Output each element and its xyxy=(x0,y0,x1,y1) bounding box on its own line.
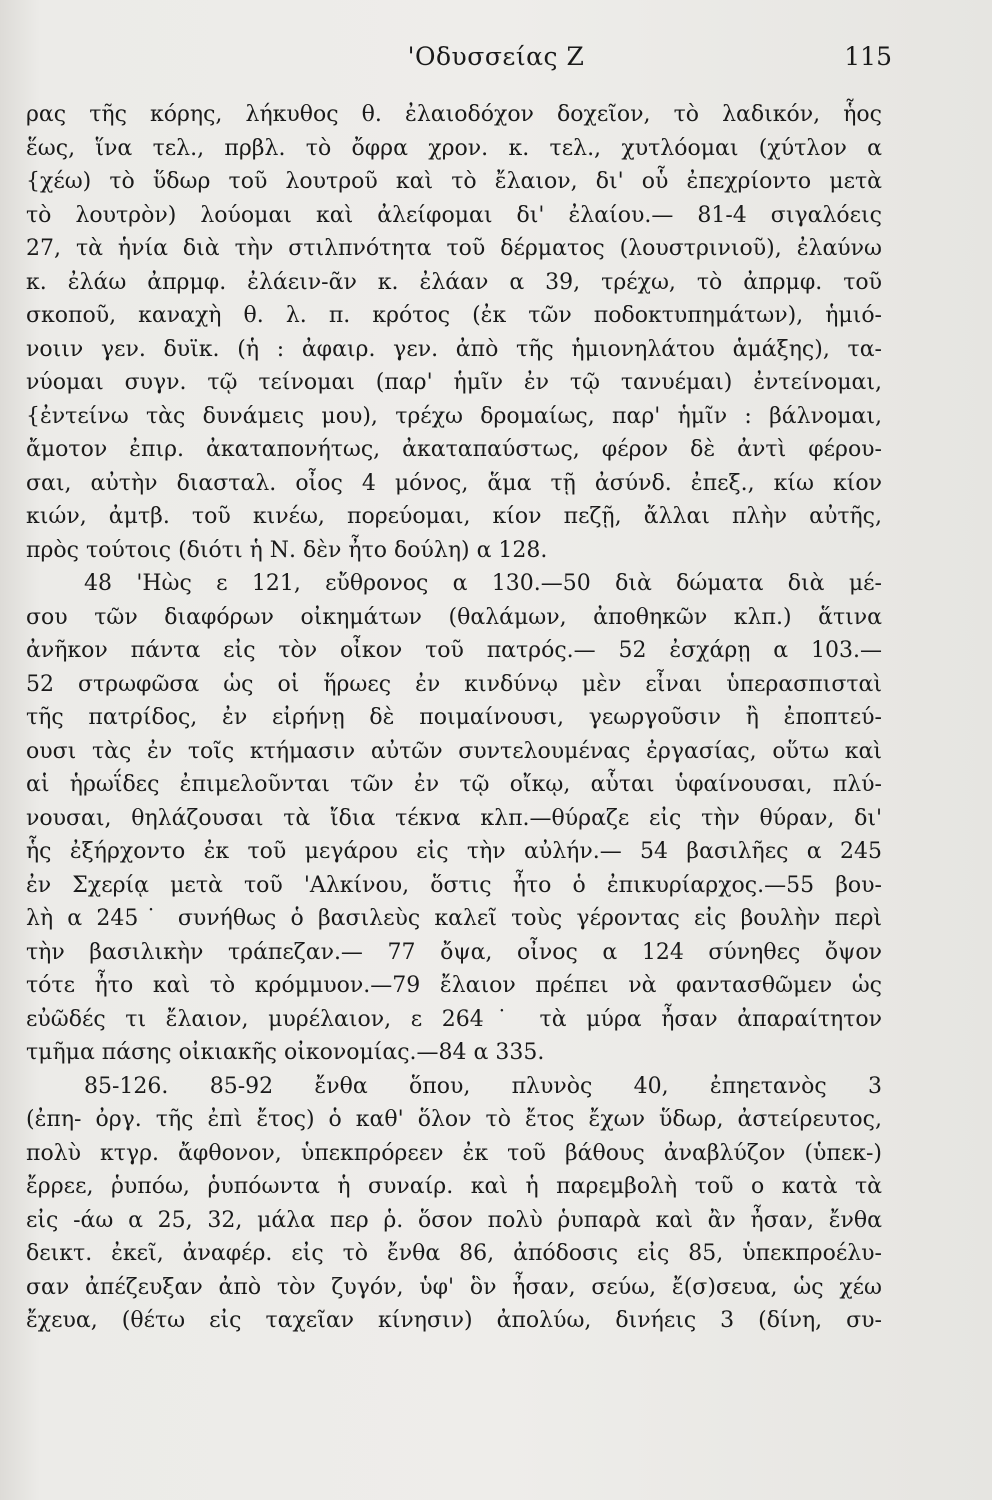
running-header-title: 'Οδυσσείας Ζ xyxy=(407,42,585,71)
text-line: τμῆμα πάσης οἰκιακῆς οἰκονομίας.—84 α 335. xyxy=(26,1040,545,1065)
text-line: σου τῶν διαφόρων οἰκημάτων (θαλάμων, ἀποθηκῶν κλπ.) ἅτινα xyxy=(26,604,882,630)
text-line: (ἐπη- ὀργ. τῆς ἐπὶ ἔτος) ὁ καθ' ὅλον τὸ ἔτος ἔχων ὕδωρ, ἀστείρευτος, xyxy=(26,1107,882,1132)
text-line: ἐν Σχερίᾳ μετὰ τοῦ 'Αλκίνου, ὅστις ἦτο ὁ ἐπικυρίαρχος.—55 βου- xyxy=(26,872,882,898)
text-line: 27, τὰ ἡνία διὰ τὴν στιλπνότητα τοῦ δέρματος (λουστρινιοῦ), ἐλαύνω xyxy=(26,236,882,261)
text-line: τὸ λουτρὸν) λούομαι καὶ ἀλείφομαι δι' ἐλαίου.— 81-4 σιγαλόεις xyxy=(26,202,882,228)
text-line: 48 'Ηὼς ε 121, εὔθρονος α 130.—50 διὰ δώματα διὰ μέ- xyxy=(84,571,882,596)
text-line: τότε ἦτο καὶ τὸ κρόμμυον.—79 ἔλαιον πρέπει νὰ φαντασθῶμεν ὡς xyxy=(26,973,882,998)
text-line: δεικτ. ἐκεῖ, ἀναφέρ. εἰς τὸ ἔνθα 86, ἀπόδοσις εἰς 85, ὑπεκπροέλυ- xyxy=(26,1241,882,1266)
text-line: ἧς ἐξήρχοντο ἐκ τοῦ μεγάρου εἰς τὴν αὐλήν.— 54 βασιλῆες α 245 xyxy=(26,839,882,864)
text-line: νοιιν γεν. δυϊκ. (ἡ : ἀφαιρ. γεν. ἀπὸ τῆς ἡμιονηλάτου ἁμάξης), τα- xyxy=(26,336,882,362)
body-text xyxy=(26,98,882,1338)
text-line: 85-126. 85-92 ἔνθα ὅπου, πλυνὸς 40, ἐπηετανὸς 3 xyxy=(84,1073,882,1099)
text-line: νουσαι, θηλάζουσαι τὰ ἴδια τέκνα κλπ.—θύραζε εἰς τὴν θύραν, δι' xyxy=(26,805,882,831)
text-line: κ. ἐλάω ἀπρμφ. ἐλάειν-ᾶν κ. ἐλάαν α 39, τρέχω, τὸ ἀπρμφ. τοῦ xyxy=(26,269,882,295)
text-line: τῆς πατρίδος, ἐν εἰρήνῃ δὲ ποιμαίνουσι, γεωργοῦσιν ἢ ἐποπτεύ- xyxy=(26,705,882,730)
text-line: ἔχευα, (θέτω εἰς ταχεῖαν κίνησιν) ἀπολύω, δινήεις 3 (δίνη, συ- xyxy=(26,1308,882,1333)
text-line: ἀνῆκον πάντα εἰς τὸν οἶκον τοῦ πατρός.— 52 ἐσχάρῃ α 103.— xyxy=(26,638,882,663)
text-line: εἰς -άω α 25, 32, μάλα περ ῥ. ὅσον πολὺ ῥυπαρὰ καὶ ἂν ἦσαν, ἔνθα xyxy=(26,1207,882,1233)
text-line: πολὺ κτγρ. ἄφθονον, ὑπεκπρόρεεν ἐκ τοῦ βάθους ἀναβλύζον (ὑπεκ-) xyxy=(26,1140,882,1166)
text-line: σκοποῦ, καναχὴ θ. λ. π. κρότος (ἐκ τῶν ποδοκτυπημάτων), ἡμιό- xyxy=(26,303,882,328)
text-line: {χέω) τὸ ὕδωρ τοῦ λουτροῦ καὶ τὸ ἔλαιον, δι' οὗ ἐπεχρίοντο μετὰ xyxy=(26,169,882,194)
text-line: νύομαι συγν. τῷ τείνομαι (παρ' ἡμῖν ἐν τῷ τανυέμαι) ἐντείνομαι, xyxy=(26,370,882,395)
text-line: ρας τῆς κόρης, λήκυθος θ. ἐλαιοδόχον δοχεῖον, τὸ λαδικόν, ἧος xyxy=(26,102,882,127)
text-line: εὐῶδές τι ἔλαιον, μυρέλαιον, ε 264˙ τὰ μύρα ἦσαν ἀπαραίτητον xyxy=(26,1006,882,1032)
text-line: ἕως, ἵνα τελ., πρβλ. τὸ ὄφρα χρον. κ. τελ., χυτλόομαι (χύτλον α xyxy=(26,135,882,161)
text-line: ουσι τὰς ἐν τοῖς κτήμασιν αὐτῶν συντελουμένας ἐργασίας, οὕτω καὶ xyxy=(26,738,882,764)
text-line: πρὸς τούτοις (διότι ἡ Ν. δὲν ἦτο δούλη) α 128. xyxy=(26,537,548,563)
page-number: 115 xyxy=(844,42,892,71)
text-line: τὴν βασιλικὴν τράπεζαν.— 77 ὄψα, οἶνος α 124 σύνηθες ὄψον xyxy=(26,939,882,965)
text-line: σαν ἀπέζευξαν ἀπὸ τὸν ζυγόν, ὑφ' ὃν ἦσαν, σεύω, ἔ(σ)σευα, ὡς χέω xyxy=(26,1274,882,1300)
text-line: κιών, ἀμτβ. τοῦ κινέω, πορεύομαι, κίον πεζῇ, ἄλλαι πλὴν αὐτῆς, xyxy=(26,504,882,529)
text-line: λὴ α 245˙ συνήθως ὁ βασιλεὺς καλεῖ τοὺς γέροντας εἰς βουλὴν περὶ xyxy=(26,906,882,931)
text-line: αἱ ἡρωΐδες ἐπιμελοῦνται τῶν ἐν τῷ οἴκῳ, αὗται ὑφαίνουσαι, πλύ- xyxy=(26,772,882,797)
text-line: {ἐντείνω τὰς δυνάμεις μου), τρέχω δρομαίως, παρ' ἡμῖν : βάλνομαι, xyxy=(26,403,882,429)
text-line: σαι, αὐτὴν διασταλ. οἶος 4 μόνος, ἅμα τῇ ἀσύνδ. ἐπεξ., κίω κίον xyxy=(26,470,882,496)
text-line: ἄμοτον ἐπιρ. ἀκαταπονήτως, ἀκαταπαύστως, φέρον δὲ ἀντὶ φέρου- xyxy=(26,437,882,462)
text-line: 52 στρωφῶσα ὡς οἱ ἥρωες ἐν κινδύνῳ μὲν εἶναι ὑπερασπισταὶ xyxy=(26,671,882,697)
text-line: ἔρρεε, ῥυπόω, ῥυπόωντα ἡ συναίρ. καὶ ἡ παρεμβολὴ τοῦ ο κατὰ τὰ xyxy=(26,1174,882,1199)
